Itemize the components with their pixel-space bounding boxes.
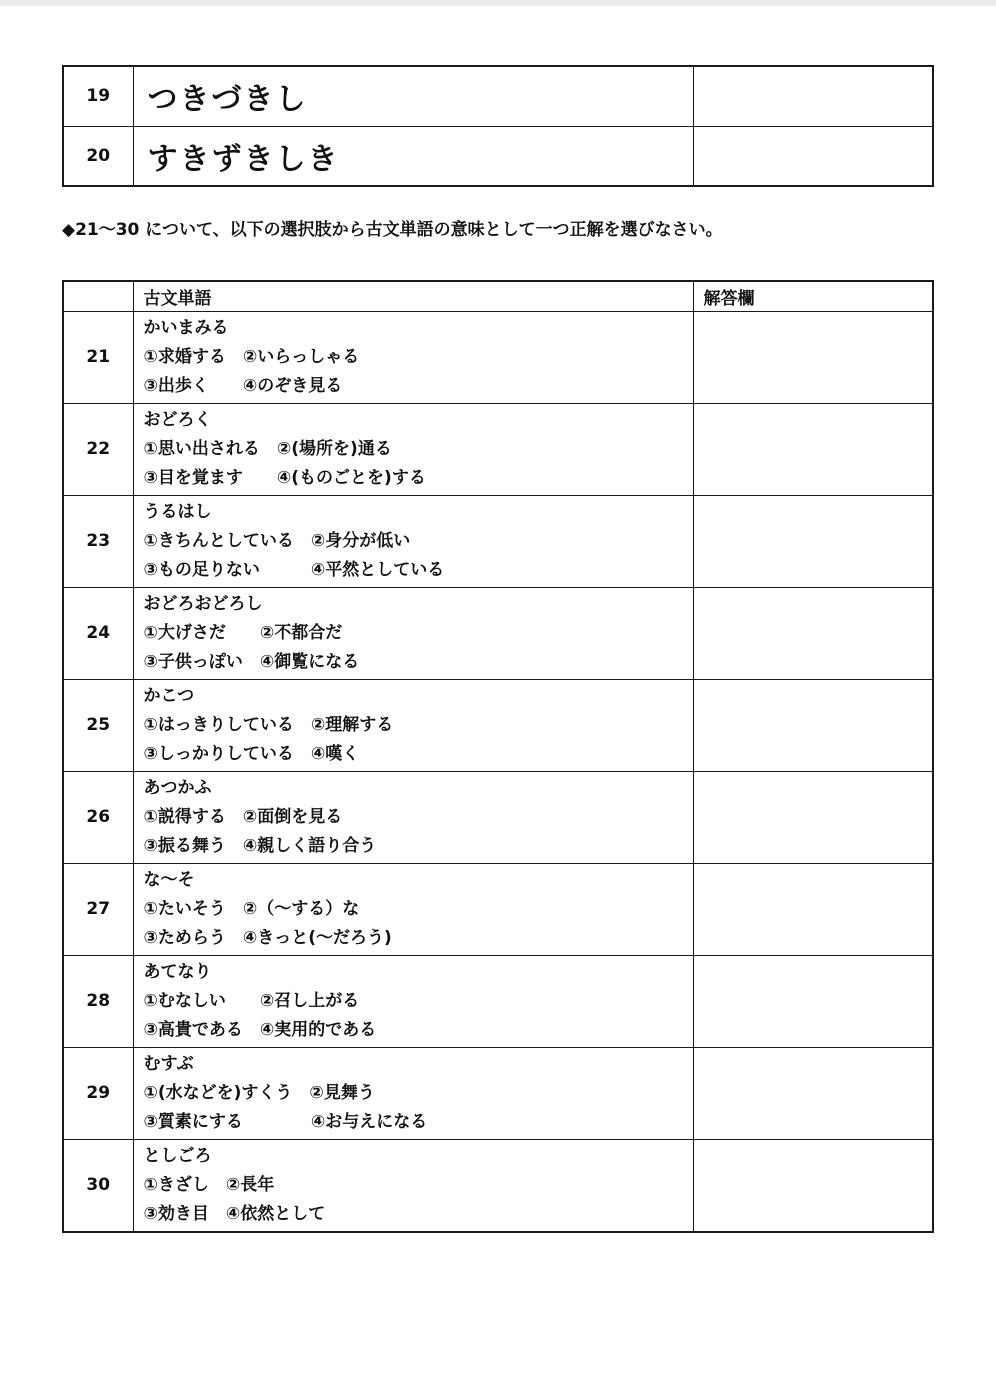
question-word: つきづきし <box>133 66 693 126</box>
table-row <box>63 771 933 863</box>
options-line-2: ③振る舞う ④親しく語り合う <box>143 835 377 856</box>
answer-cell[interactable] <box>693 587 933 679</box>
question-word-cell <box>133 863 693 955</box>
options-line-1: ①むなしい ②召し上がる <box>143 990 360 1011</box>
answer-cell[interactable] <box>693 403 933 495</box>
question-word: あつかふ <box>143 777 212 798</box>
question-number: 20 <box>63 126 133 186</box>
question-number: 26 <box>63 771 133 863</box>
question-word: おどろく <box>143 409 212 430</box>
table-header-row <box>63 281 933 311</box>
question-word-cell <box>133 679 693 771</box>
question-word: むすぶ <box>143 1053 194 1074</box>
options-line-1: ①説得する ②面倒を見る <box>143 806 343 827</box>
table-row <box>63 311 933 403</box>
answer-cell[interactable] <box>693 66 933 126</box>
question-word: おどろおどろし <box>143 593 263 614</box>
question-number: 27 <box>63 863 133 955</box>
options-line-2: ③効き目 ④依然として <box>143 1203 326 1224</box>
options-line-1: ①思い出される ②(場所を)通る <box>143 438 392 459</box>
table-row <box>63 66 933 126</box>
question-word-cell <box>133 403 693 495</box>
options-line-1: ①きちんとしている ②身分が低い <box>143 530 411 551</box>
question-number: 19 <box>63 66 133 126</box>
table-row <box>63 1139 933 1232</box>
column-header-blank <box>63 281 133 311</box>
options-line-2: ③質素にする ④お与えになる <box>143 1111 428 1132</box>
table-row <box>63 1047 933 1139</box>
question-number: 29 <box>63 1047 133 1139</box>
question-word-cell <box>133 955 693 1047</box>
options-line-2: ③子供っぽい ④御覧になる <box>143 651 360 672</box>
question-number: 25 <box>63 679 133 771</box>
table-row <box>63 679 933 771</box>
answer-cell[interactable] <box>693 495 933 587</box>
page-top-strip <box>0 0 996 6</box>
options-line-2: ③もの足りない ④平然としている <box>143 559 445 580</box>
vocab-quiz-table <box>62 280 934 1233</box>
answer-cell[interactable] <box>693 311 933 403</box>
question-number: 21 <box>63 311 133 403</box>
question-word: あてなり <box>143 961 212 982</box>
question-word: としごろ <box>143 1145 212 1166</box>
question-number: 24 <box>63 587 133 679</box>
table-row <box>63 403 933 495</box>
question-word-cell <box>133 311 693 403</box>
table-row <box>63 587 933 679</box>
question-word: な～そ <box>143 869 195 890</box>
answer-cell[interactable] <box>693 955 933 1047</box>
answer-cell[interactable] <box>693 126 933 186</box>
words-table-19-20 <box>62 65 934 187</box>
options-line-2: ③ためらう ④きっと(～だろう) <box>143 927 392 948</box>
question-word-cell <box>133 495 693 587</box>
options-line-1: ①求婚する ②いらっしゃる <box>143 346 360 367</box>
question-word-cell <box>133 1047 693 1139</box>
answer-cell[interactable] <box>693 1139 933 1232</box>
question-number: 23 <box>63 495 133 587</box>
options-line-1: ①たいそう ②（～する）な <box>143 898 360 919</box>
answer-cell[interactable] <box>693 679 933 771</box>
question-word: かこつ <box>143 685 195 706</box>
table-row <box>63 955 933 1047</box>
question-word-cell <box>133 1139 693 1232</box>
options-line-1: ①大げさだ ②不都合だ <box>143 622 343 643</box>
options-line-2: ③出歩く ④のぞき見る <box>143 375 343 396</box>
answer-cell[interactable] <box>693 771 933 863</box>
table-row <box>63 863 933 955</box>
answer-cell[interactable] <box>693 863 933 955</box>
answer-cell[interactable] <box>693 1047 933 1139</box>
question-number: 22 <box>63 403 133 495</box>
question-word: すきずきしき <box>133 126 693 186</box>
options-line-2: ③しっかりしている ④嘆く <box>143 743 360 764</box>
options-line-2: ③目を覚ます ④(ものごとを)する <box>143 467 426 488</box>
options-line-1: ①(水などを)すくう ②見舞う <box>143 1082 375 1103</box>
options-line-1: ①はっきりしている ②理解する <box>143 714 394 735</box>
question-word-cell <box>133 587 693 679</box>
question-word: うるはし <box>143 501 212 522</box>
options-line-2: ③高貴である ④実用的である <box>143 1019 377 1040</box>
table-row <box>63 495 933 587</box>
column-header-answer: 解答欄 <box>693 281 933 311</box>
instruction-text: ◆21～30 について、以下の選択肢から古文単語の意味として一つ正解を選びなさい。 <box>62 220 723 240</box>
question-word-cell <box>133 771 693 863</box>
options-line-1: ①きざし ②長年 <box>143 1174 275 1195</box>
column-header-word: 古文単語 <box>133 281 693 311</box>
table-row <box>63 126 933 186</box>
question-word: かいまみる <box>143 317 229 338</box>
question-number: 30 <box>63 1139 133 1232</box>
question-number: 28 <box>63 955 133 1047</box>
